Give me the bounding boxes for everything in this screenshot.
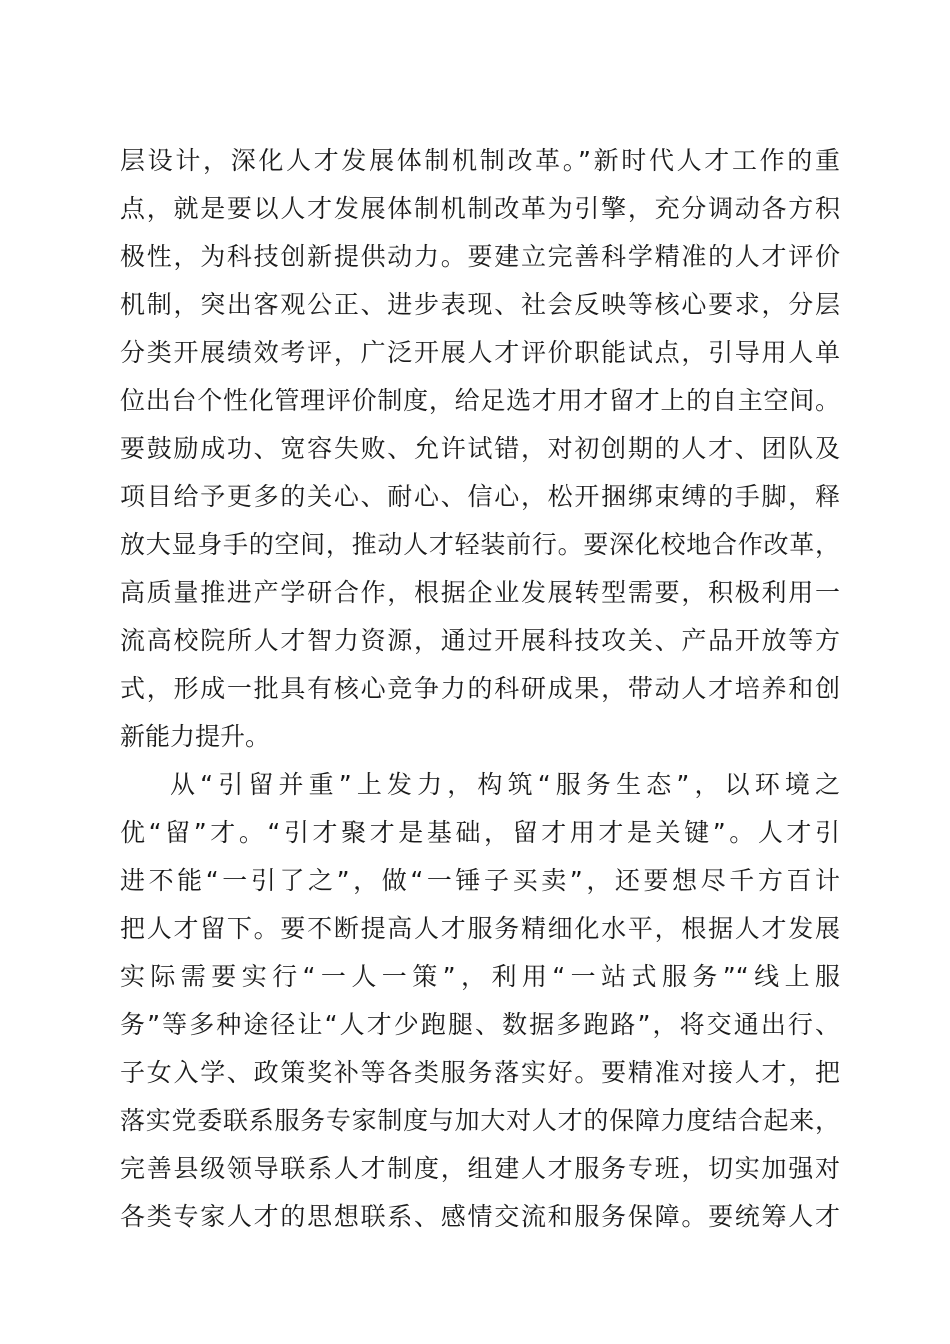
text-line: 项目给予更多的关心、耐心、信心，松开捆绑束缚的手脚，释: [120, 482, 840, 511]
text-line: 分类开展绩效考评，广泛开展人才评价职能试点，引导用人单: [120, 338, 840, 367]
text-line: 高质量推进产学研合作，根据企业发展转型需要，积极利用一: [120, 578, 840, 607]
text-line: 层设计，深化人才发展体制机制改革。”新时代人才工作的重: [120, 146, 840, 175]
text-line: 机制，突出客观公正、进步表现、社会反映等核心要求，分层: [120, 290, 840, 319]
text-line: 完善县级领导联系人才制度，组建人才服务专班，切实加强对: [120, 1154, 840, 1183]
text-line: 把人才留下。要不断提高人才服务精细化水平，根据人才发展: [120, 914, 840, 943]
text-line: 点，就是要以人才发展体制机制改革为引擎，充分调动各方积: [120, 194, 840, 223]
text-line: 式，形成一批具有核心竞争力的科研成果，带动人才培养和创: [120, 674, 840, 703]
text-line: 从“引留并重”上发力，构筑“服务生态”，以环境之: [170, 770, 840, 799]
text-line: 要鼓励成功、宽容失败、允许试错，对初创期的人才、团队及: [120, 434, 840, 463]
text-line: 位出台个性化管理评价制度，给足选才用才留才上的自主空间。: [120, 386, 840, 415]
text-line: 极性，为科技创新提供动力。要建立完善科学精准的人才评价: [120, 242, 840, 271]
text-line: 流高校院所人才智力资源，通过开展科技攻关、产品开放等方: [120, 626, 840, 655]
text-line: 新能力提升。: [120, 722, 271, 751]
text-line: 放大显身手的空间，推动人才轻装前行。要深化校地合作改革，: [120, 530, 840, 559]
text-line: 子女入学、政策奖补等各类服务落实好。要精准对接人才，把: [120, 1058, 840, 1087]
text-line: 各类专家人才的思想联系、感情交流和服务保障。要统筹人才: [120, 1202, 840, 1231]
text-line: 落实党委联系服务专家制度与加大对人才的保障力度结合起来，: [120, 1106, 840, 1135]
text-line: 务”等多种途径让“人才少跑腿、数据多跑路”，将交通出行、: [120, 1010, 840, 1039]
text-line: 进不能“一引了之”，做“一锤子买卖”，还要想尽千方百计: [120, 866, 840, 895]
text-line: 优“留”才。“引才聚才是基础，留才用才是关键”。人才引: [120, 818, 840, 847]
text-line: 实际需要实行“一人一策”，利用“一站式服务”“线上服: [120, 962, 840, 991]
